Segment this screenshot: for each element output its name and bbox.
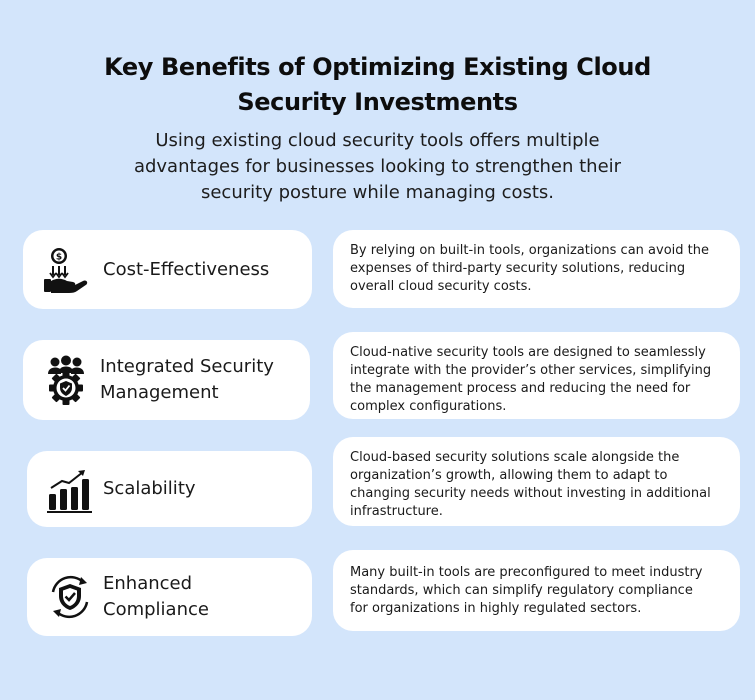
description-line: complex configurations.	[350, 399, 507, 414]
description-line: By relying on built-in tools, organizations can avoid the	[350, 243, 709, 258]
description-line: Cloud-native security tools are designed to seamlessly	[350, 345, 706, 360]
benefit-label	[103, 476, 196, 502]
benefit-label-line: Integrated Security	[100, 356, 274, 377]
shield-check-cycle-icon	[44, 571, 96, 623]
benefit-label-line: Enhanced	[103, 573, 193, 594]
description-line: Cloud-based security solutions scale alongside the	[350, 450, 680, 465]
svg-text:$: $	[55, 252, 63, 262]
benefit-label-line: Compliance	[103, 599, 209, 620]
title-line-1: Key Benefits of Optimizing Existing Cloud	[104, 53, 651, 81]
benefit-label-line: Scalability	[103, 478, 196, 499]
benefit-label-line: Management	[100, 382, 219, 403]
benefit-description-enhanced-compliance	[333, 550, 740, 631]
subtitle-line-3: security posture while managing costs.	[200, 182, 555, 203]
growth-chart-icon	[44, 463, 96, 515]
description-line: the management process and reducing the need for	[350, 381, 691, 396]
benefit-label	[103, 257, 269, 283]
subtitle-line-2: advantages for businesses looking to strengthen their	[133, 156, 622, 177]
benefit-description-scalability	[333, 437, 740, 526]
description-line: for organizations in highly regulated sectors.	[350, 601, 642, 616]
money-hand-icon	[41, 244, 93, 296]
benefit-card-scalability	[27, 451, 312, 527]
subtitle-line-1: Using existing cloud security tools offers multiple	[155, 130, 600, 151]
description-line: overall cloud security costs.	[350, 279, 532, 294]
benefit-label	[103, 571, 209, 623]
page-title	[80, 50, 675, 120]
benefit-label	[100, 354, 274, 406]
description-line: integrate with the provider’s other services, simplifying	[350, 363, 712, 378]
benefit-card-integrated-security-management	[23, 340, 310, 420]
benefit-card-cost-effectiveness	[23, 230, 312, 309]
page-subtitle	[90, 128, 665, 206]
benefit-description-integrated-security-management	[333, 332, 740, 419]
benefit-description-cost-effectiveness	[333, 230, 740, 308]
benefit-card-enhanced-compliance	[27, 558, 312, 636]
description-line: organization’s growth, allowing them to adapt to	[350, 468, 668, 483]
description-line: changing security needs without investing in additional	[350, 486, 711, 501]
description-line: infrastructure.	[350, 504, 443, 519]
team-gear-shield-icon	[40, 354, 92, 406]
description-line: Many built-in tools are preconfigured to meet industry	[350, 565, 703, 580]
description-line: expenses of third-party security solutions, reducing	[350, 261, 686, 276]
description-line: standards, which can simplify regulatory compliance	[350, 583, 693, 598]
title-line-2: Security Investments	[237, 88, 518, 116]
benefit-label-line: Cost-Effectiveness	[103, 258, 270, 280]
